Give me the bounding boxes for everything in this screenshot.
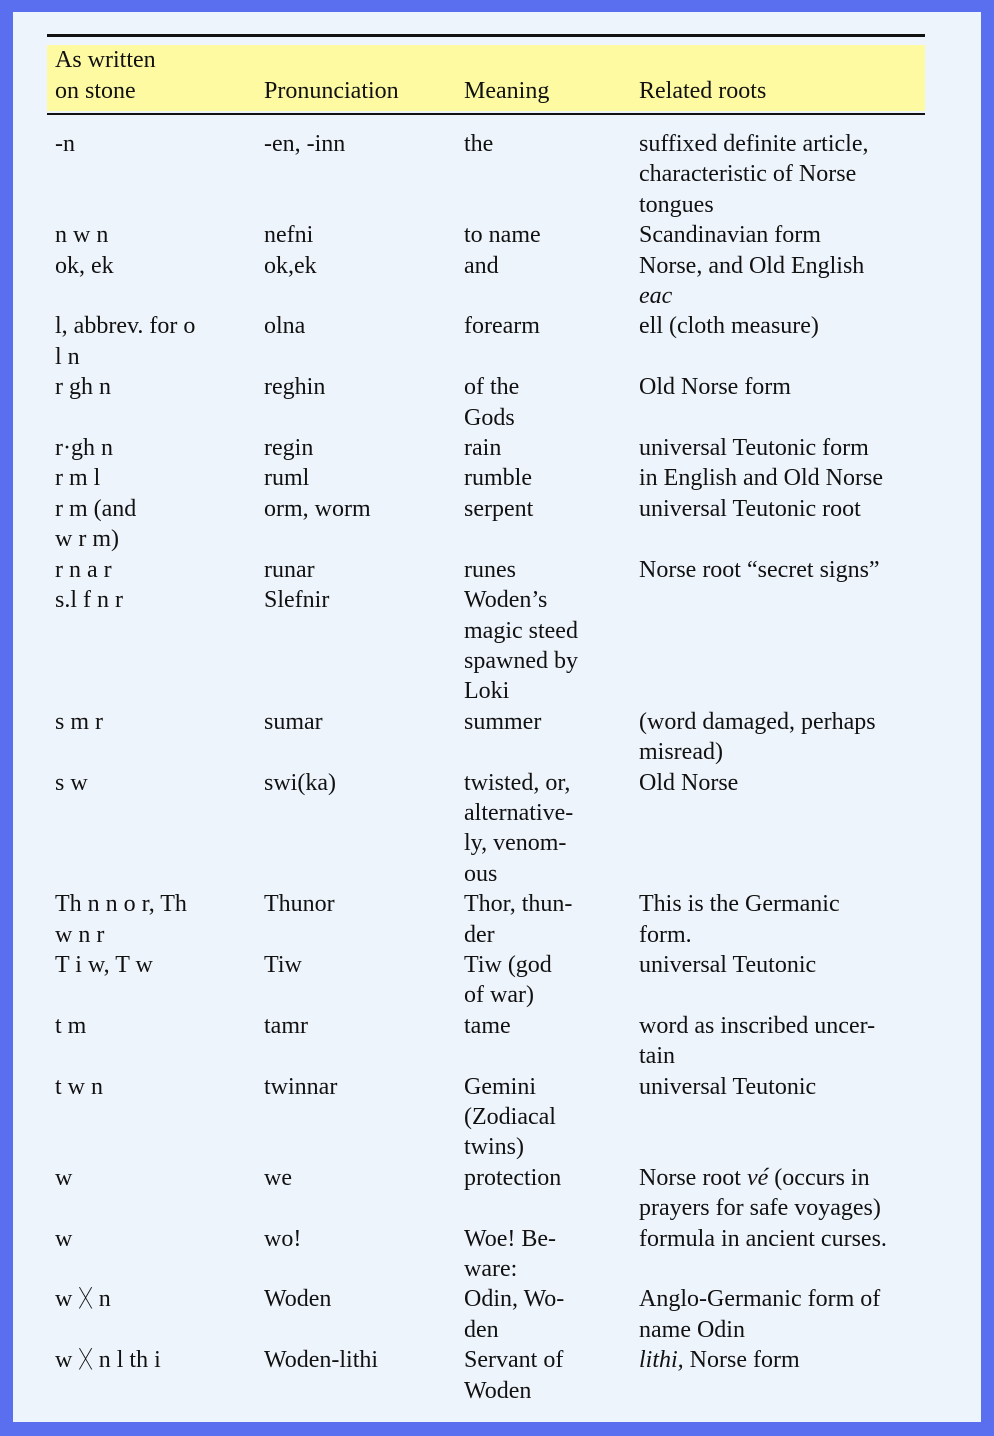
cell-pron-line: orm, worm: [264, 495, 371, 522]
cell-pron-line: Tiw: [264, 951, 302, 978]
cell-pron-line: olna: [264, 313, 306, 340]
cell-meaning-line: twins): [464, 1134, 524, 1161]
cell-pron: [264, 129, 464, 220]
cell-meaning-line: of war): [464, 982, 534, 1009]
cell-written-line: w ᚷ n: [55, 1286, 111, 1313]
cell-pron-line: sumar: [264, 708, 323, 735]
cell-meaning-line: Loki: [464, 678, 510, 705]
cell-meaning: [464, 433, 639, 463]
header-meaning: Meaning: [464, 78, 550, 104]
cell-meaning: [464, 1163, 639, 1224]
table-row: [47, 433, 925, 463]
cell-roots: [639, 889, 917, 950]
cell-written-line: T i w, T w: [55, 951, 153, 978]
cell-roots-line: This is the Germanic: [639, 891, 840, 918]
cell-roots: [639, 1163, 917, 1224]
cell-pron-line: -en, -inn: [264, 131, 346, 157]
cell-written-line: r gh n: [55, 374, 111, 401]
table-row: [47, 1345, 925, 1406]
cell-meaning-line: protection: [464, 1164, 562, 1191]
cell-meaning-line: Odin, Wo-: [464, 1286, 565, 1313]
table-row: [47, 463, 925, 493]
table-row: [47, 1163, 925, 1224]
cell-roots-line: name Odin: [639, 1316, 745, 1343]
cell-pron-line: ok,ek: [264, 252, 317, 279]
table-row: [47, 707, 925, 768]
table-row: [47, 372, 925, 433]
cell-meaning: [464, 129, 639, 220]
cell-roots: [639, 585, 917, 707]
cell-pron: [264, 220, 464, 250]
table-row: [47, 494, 925, 555]
cell-pron-line: Woden-lithi: [264, 1347, 379, 1374]
table-row: [47, 950, 925, 1011]
cell-roots: [639, 768, 917, 890]
table-row: [47, 129, 925, 220]
cell-pron-line: Woden: [264, 1286, 332, 1313]
table-row: [47, 1011, 925, 1072]
cell-roots-line: characteristic of Norse: [639, 161, 857, 188]
cell-written-line: Th n n o r, Th: [55, 891, 187, 918]
root-word-table: [47, 34, 925, 1406]
cell-written-line: ok, ek: [55, 252, 114, 279]
cell-meaning: [464, 1224, 639, 1285]
cell-meaning: [464, 1284, 639, 1345]
cell-written-line: t m: [55, 1012, 87, 1039]
cell-pron: [264, 433, 464, 463]
cell-meaning-line: forearm: [464, 313, 540, 340]
cell-written-line: n w n: [55, 222, 109, 249]
cell-meaning: [464, 372, 639, 433]
cell-written-line: w r m): [55, 526, 119, 553]
cell-roots-line: in English and Old Norse: [639, 465, 883, 492]
cell-written-line: s.l f n r: [55, 587, 123, 614]
cell-pron-line: regin: [264, 435, 314, 462]
cell-pron: [264, 1072, 464, 1163]
cell-meaning: [464, 1011, 639, 1072]
table-row: [47, 311, 925, 372]
cell-pron: [264, 585, 464, 707]
cell-pron: [264, 1345, 464, 1406]
cell-meaning: [464, 1072, 639, 1163]
cell-roots-line: Anglo-Germanic form of: [639, 1286, 881, 1313]
cell-roots: [639, 1072, 917, 1163]
cell-meaning-line: rain: [464, 435, 502, 462]
cell-pron: [264, 251, 464, 312]
cell-meaning-line: alternative-: [464, 799, 574, 826]
cell-roots-line: Old Norse: [639, 769, 739, 796]
cell-roots: [639, 129, 917, 220]
cell-pron-line: nefni: [264, 222, 314, 249]
cell-written-line: s w: [55, 769, 88, 796]
cell-pron: [264, 463, 464, 493]
cell-meaning-line: magic steed: [464, 617, 578, 644]
cell-roots: [639, 1011, 917, 1072]
cell-written: [55, 1224, 264, 1285]
cell-meaning-line: tame: [464, 1012, 511, 1039]
cell-written: [55, 1345, 264, 1406]
cell-roots-line: ell (cloth measure): [639, 313, 819, 340]
cell-roots: [639, 1345, 917, 1406]
cell-meaning-line: Gemini: [464, 1073, 536, 1100]
cell-roots-line: Norse, and Old English: [639, 252, 865, 279]
cell-pron: [264, 372, 464, 433]
cell-written: [55, 950, 264, 1011]
cell-roots-line: (word damaged, perhaps: [639, 708, 876, 735]
header-written-line-2: on stone: [55, 78, 136, 104]
cell-meaning: [464, 950, 639, 1011]
cell-written: [55, 463, 264, 493]
table-row: [47, 889, 925, 950]
cell-roots: [639, 220, 917, 250]
cell-roots-line: tongues: [639, 191, 714, 218]
cell-meaning-line: Servant of: [464, 1347, 564, 1374]
cell-pron: [264, 555, 464, 585]
cell-pron: [264, 1011, 464, 1072]
table-header-rule: [47, 113, 925, 115]
cell-roots: [639, 1224, 917, 1285]
cell-meaning-line: Woe! Be-: [464, 1225, 557, 1252]
cell-pron: [264, 950, 464, 1011]
cell-meaning-line: of the: [464, 374, 520, 401]
cell-meaning: [464, 494, 639, 555]
cell-meaning: [464, 768, 639, 890]
cell-meaning-line: runes: [464, 556, 516, 583]
cell-written-line: l n: [55, 343, 80, 370]
cell-meaning-line: ous: [464, 860, 498, 887]
cell-written: [55, 585, 264, 707]
cell-roots-line: misread): [639, 739, 723, 766]
cell-roots: [639, 433, 917, 463]
cell-roots-line: Norse root “secret signs”: [639, 556, 880, 583]
cell-pron-line: wo!: [264, 1225, 302, 1252]
cell-meaning-line: ware:: [464, 1256, 518, 1283]
cell-roots: [639, 463, 917, 493]
header-pronunciation: Pronunciation: [264, 78, 399, 104]
cell-meaning: [464, 463, 639, 493]
cell-pron-line: ruml: [264, 465, 310, 492]
cell-pron: [264, 1224, 464, 1285]
cell-written: [55, 251, 264, 312]
cell-pron-line: Slefnir: [264, 587, 330, 614]
cell-roots: [639, 311, 917, 372]
cell-meaning-line: Thor, thun-: [464, 891, 573, 918]
cell-meaning-line: the: [464, 131, 494, 157]
cell-meaning-line: Gods: [464, 404, 515, 431]
cell-roots-line: universal Teutonic: [639, 951, 817, 978]
cell-roots-line: eac: [639, 283, 673, 310]
cell-written: [55, 889, 264, 950]
cell-written: [55, 768, 264, 890]
cell-meaning-line: summer: [464, 708, 542, 735]
cell-roots: [639, 494, 917, 555]
cell-pron-line: Thunor: [264, 891, 335, 918]
cell-written-line: w ᚷ n l th i: [55, 1347, 161, 1374]
cell-roots-line: form.: [639, 921, 692, 948]
cell-roots-line: suffixed definite article,: [639, 131, 869, 157]
cell-meaning-line: twisted, or,: [464, 769, 571, 796]
cell-meaning: [464, 220, 639, 250]
table-row: [47, 768, 925, 890]
table-row: [47, 1284, 925, 1345]
table-body: [47, 129, 925, 1406]
cell-written: [55, 433, 264, 463]
cell-meaning-line: (Zodiacal: [464, 1104, 556, 1130]
cell-pron: [264, 1163, 464, 1224]
cell-pron-line: reghin: [264, 374, 326, 401]
cell-meaning-line: Woden’s: [464, 587, 548, 614]
table-header: [47, 45, 925, 111]
table-row: [47, 1224, 925, 1285]
cell-meaning-line: to name: [464, 222, 541, 249]
page-frame: [13, 12, 981, 1422]
cell-meaning-line: and: [464, 252, 499, 279]
cell-meaning-line: den: [464, 1316, 499, 1343]
cell-roots-line: Old Norse form: [639, 374, 791, 401]
cell-written-line: w: [55, 1225, 73, 1252]
cell-pron: [264, 311, 464, 372]
cell-written-line: w n r: [55, 921, 105, 948]
cell-roots: [639, 372, 917, 433]
table-top-rule: [47, 34, 925, 37]
cell-pron-line: swi(ka): [264, 769, 336, 796]
cell-written-line: l, abbrev. for o: [55, 313, 196, 340]
cell-meaning-line: rumble: [464, 465, 532, 492]
cell-written: [55, 555, 264, 585]
cell-roots-line: universal Teutonic root: [639, 495, 861, 522]
cell-meaning: [464, 555, 639, 585]
header-roots: Related roots: [639, 78, 767, 104]
cell-written: [55, 1163, 264, 1224]
cell-meaning: [464, 889, 639, 950]
cell-pron: [264, 494, 464, 555]
cell-roots-line: formula in ancient curses.: [639, 1225, 887, 1252]
cell-roots-line: universal Teutonic: [639, 1073, 817, 1100]
cell-written-line: t w n: [55, 1073, 103, 1100]
cell-meaning: [464, 585, 639, 707]
cell-written: [55, 220, 264, 250]
cell-meaning-line: serpent: [464, 495, 534, 522]
cell-roots: [639, 251, 917, 312]
cell-written: [55, 311, 264, 372]
cell-roots: [639, 555, 917, 585]
cell-meaning-line: der: [464, 921, 495, 948]
cell-written: [55, 1011, 264, 1072]
cell-roots: [639, 1284, 917, 1345]
cell-meaning: [464, 707, 639, 768]
cell-meaning-line: Tiw (god: [464, 951, 552, 978]
table-row: [47, 251, 925, 312]
cell-pron-line: twinnar: [264, 1073, 338, 1100]
cell-meaning-line: spawned by: [464, 647, 578, 674]
cell-pron: [264, 1284, 464, 1345]
cell-written: [55, 494, 264, 555]
cell-roots-line: lithi, Norse form: [639, 1347, 800, 1374]
cell-written-line: r n a r: [55, 556, 112, 583]
cell-written: [55, 372, 264, 433]
cell-pron: [264, 889, 464, 950]
cell-pron: [264, 707, 464, 768]
table-row: [47, 1072, 925, 1163]
cell-meaning-line: ly, venom-: [464, 830, 567, 857]
cell-written-line: r m l: [55, 465, 101, 492]
cell-pron-line: tamr: [264, 1012, 308, 1039]
cell-written: [55, 707, 264, 768]
cell-written: [55, 129, 264, 220]
table-row: [47, 585, 925, 707]
header-written: [55, 45, 264, 107]
cell-roots: [639, 707, 917, 768]
cell-roots-line: Scandinavian form: [639, 222, 821, 249]
cell-meaning: [464, 311, 639, 372]
cell-written-line: -n: [55, 131, 75, 157]
cell-roots-line: tain: [639, 1043, 675, 1070]
cell-written-line: r·gh n: [55, 435, 113, 462]
cell-written: [55, 1284, 264, 1345]
cell-roots-line: prayers for safe voyages): [639, 1195, 881, 1222]
cell-pron-line: runar: [264, 556, 315, 583]
table-row: [47, 220, 925, 250]
header-written-line-1: As written: [55, 47, 156, 73]
cell-written-line: w: [55, 1164, 73, 1191]
cell-roots: [639, 950, 917, 1011]
cell-meaning-line: Woden: [464, 1377, 532, 1404]
cell-pron-line: we: [264, 1164, 292, 1191]
cell-meaning: [464, 1345, 639, 1406]
cell-roots-line: word as inscribed uncer-: [639, 1012, 876, 1039]
cell-roots-line: universal Teutonic form: [639, 435, 869, 462]
cell-meaning: [464, 251, 639, 312]
cell-written: [55, 1072, 264, 1163]
cell-pron: [264, 768, 464, 890]
cell-written-line: r m (and: [55, 495, 137, 522]
cell-written-line: s m r: [55, 708, 103, 735]
table-row: [47, 555, 925, 585]
cell-roots-line: Norse root vé (occurs in: [639, 1164, 870, 1191]
